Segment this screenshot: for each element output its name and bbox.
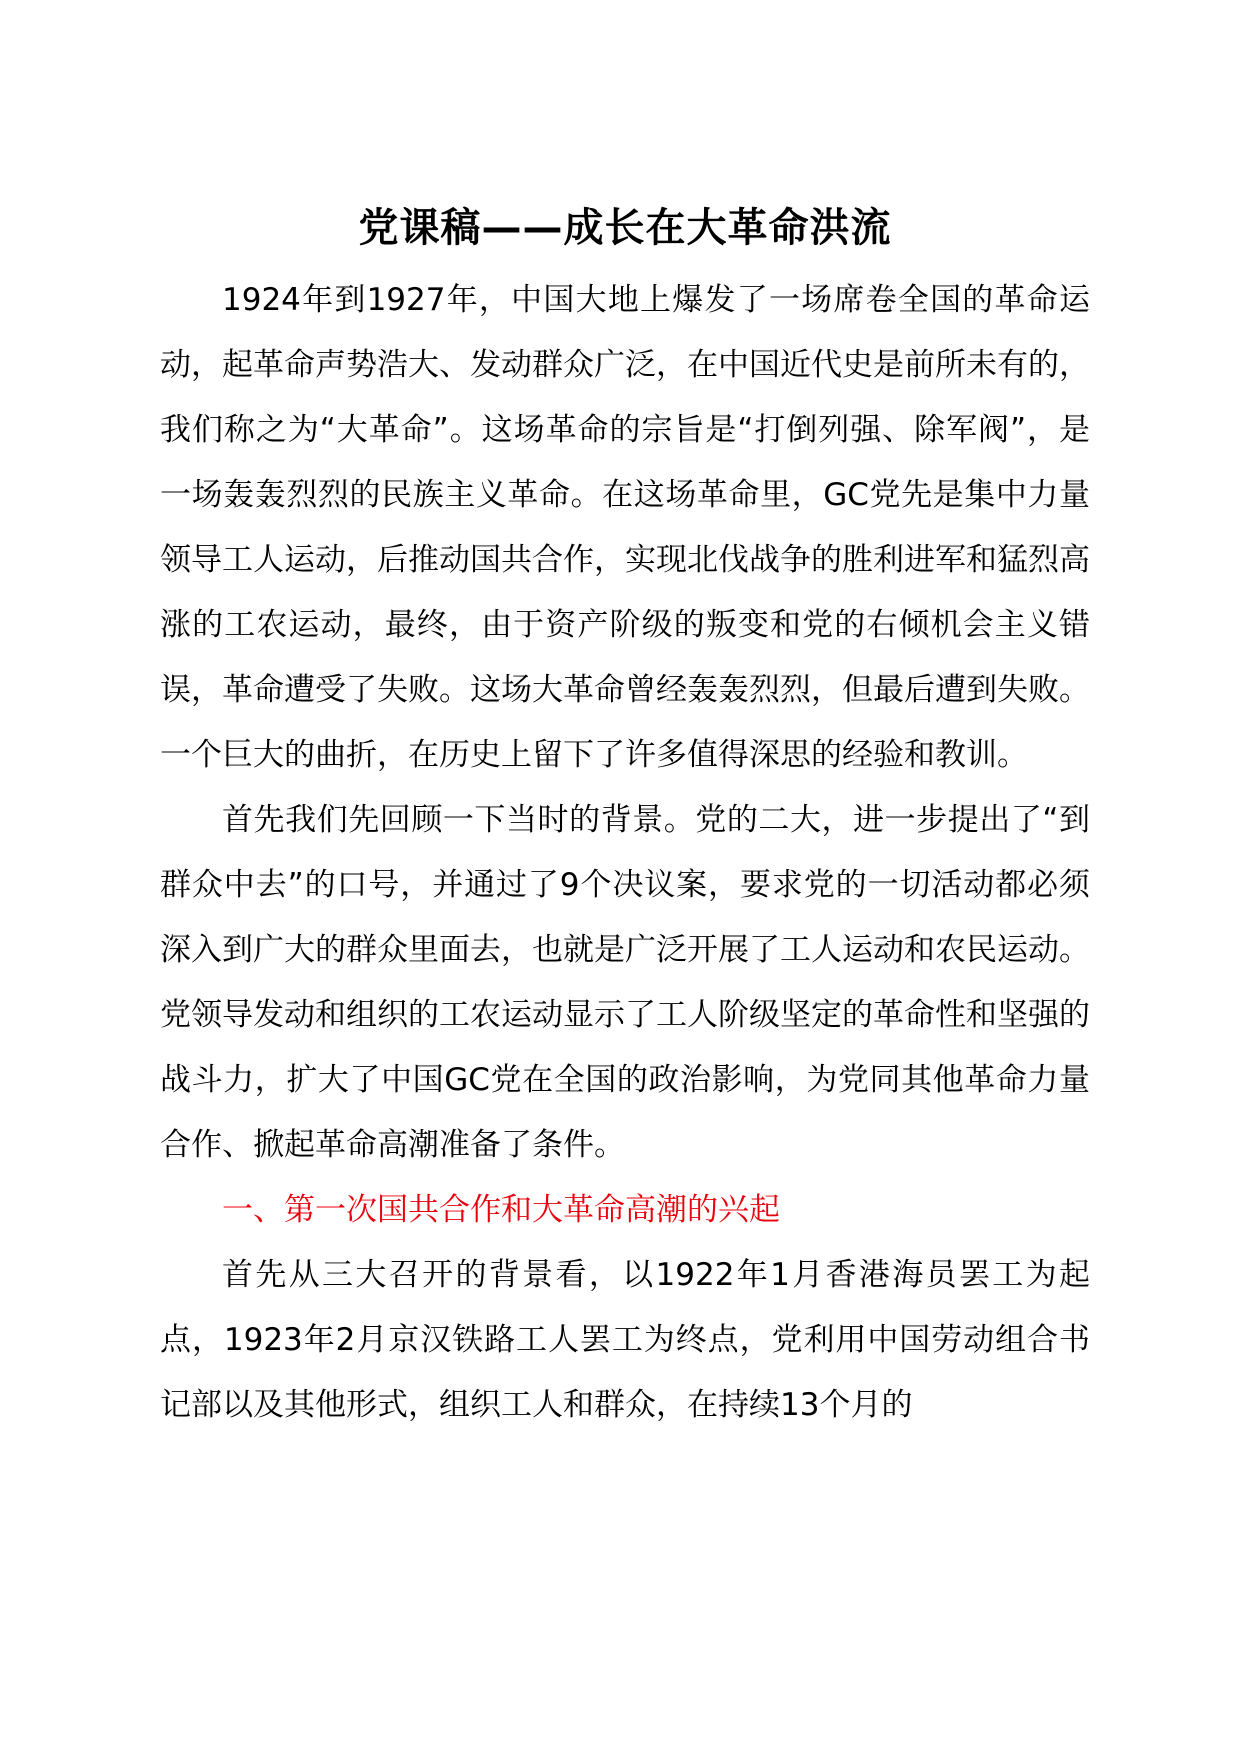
paragraph-intro: 1924年到1927年，中国大地上爆发了一场席卷全国的革命运动，起革命声势浩大、发动群众广泛，在中国近代史是前所未有的，我们称之为“大革命”。这场革命的宗旨是“打倒列强、除军阀”，是一场轰轰烈烈的民族主义革命。在这场革命里，GC党先是集中力量领导工人运动，后推动国共合作，实现北伐战争的胜利进军和猛烈高涨的工农运动，最终，由于资产阶级的叛变和党的右倾机会主义错误，革命遭受了失败。这场大革命曾经轰轰烈烈，但最后遭到失败。一个巨大的曲折，在历史上留下了许多值得深思的经验和教训。 <box>160 282 1090 773</box>
section-heading-1: 一、第一次国共合作和大革命高潮的兴起 <box>222 1192 780 1228</box>
document-title: 党课稿——成长在大革命洪流 <box>358 205 892 251</box>
paragraph-section-1: 首先从三大召开的背景看，以1922年1月香港海员罢工为起点，1923年2月京汉铁路工人罢工为终点，党利用中国劳动组合书记部以及其他形式，组织工人和群众，在持续13个月的 <box>160 1257 1090 1423</box>
paragraph-background: 首先我们先回顾一下当时的背景。党的二大，进一步提出了“到群众中去”的口号，并通过了9个决议案，要求党的一切活动都必须深入到广大的群众里面去，也就是广泛开展了工人运动和农民运动。党领导发动和组织的工农运动显示了工人阶级坚定的革命性和坚强的战斗力，扩大了中国GC党在全国的政治影响，为党同其他革命力量合作、掀起革命高潮准备了条件。 <box>160 802 1090 1163</box>
document-body <box>160 198 1090 1438</box>
